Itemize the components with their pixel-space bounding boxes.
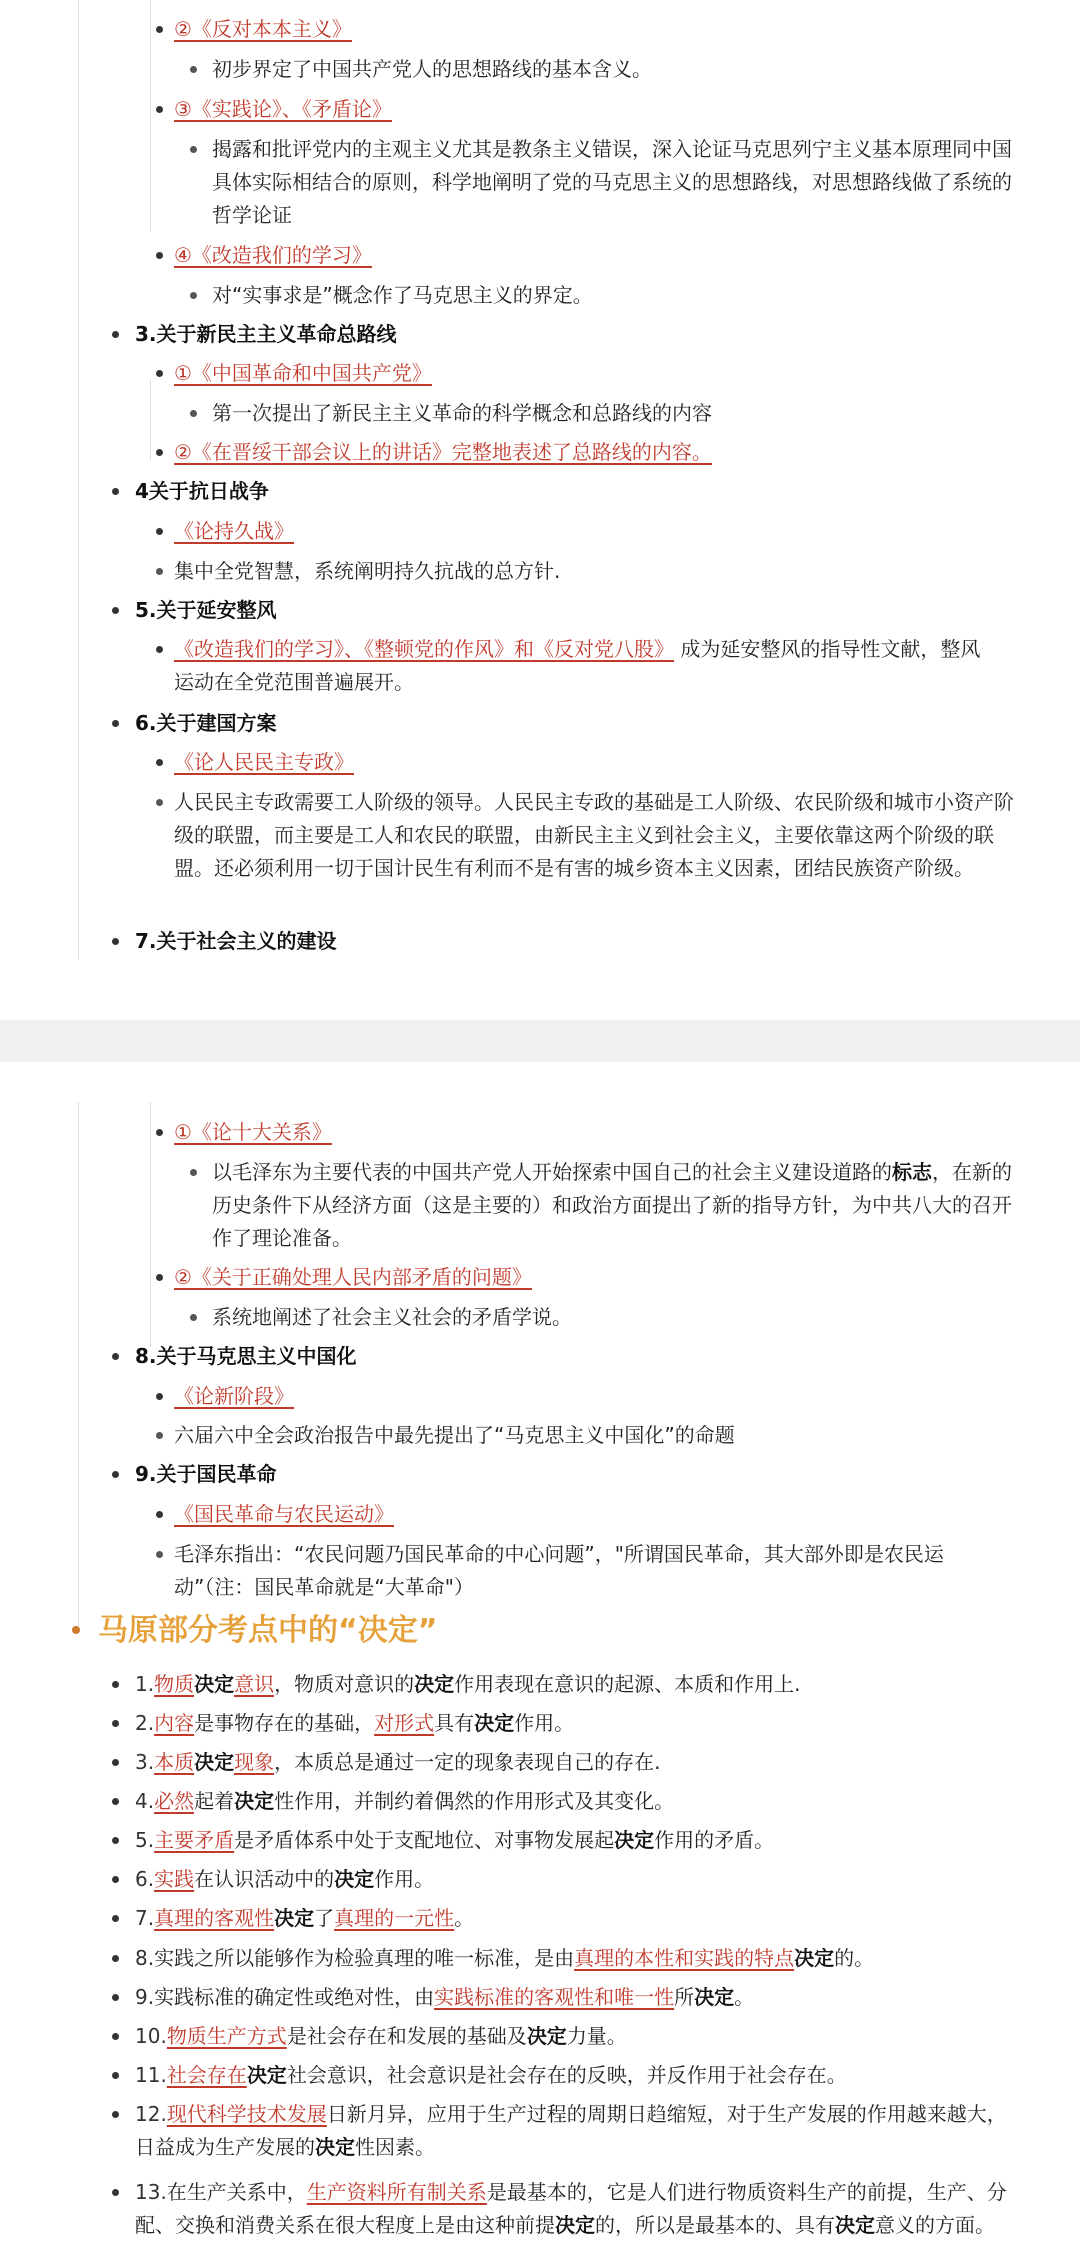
- item-text: 是社会存在和发展的基础及: [286, 2024, 527, 2048]
- page-panel-bottom: [0, 1062, 1080, 2243]
- item-number: 5.: [135, 1828, 155, 1852]
- list-bullet: [112, 1876, 119, 1883]
- list-bullet: [112, 1955, 119, 1962]
- topic-heading: 7.关于社会主义的建设: [135, 929, 337, 953]
- list-bullet: [156, 1432, 163, 1439]
- item-text: 是最基本的，它是人们进行物质资料生产的前提，生产、分配、交换和消费关系在很大程度上是由这种前提: [135, 2180, 1007, 2237]
- keyword-link[interactable]: 意识: [234, 1672, 275, 1696]
- section-title: 马原部分考点中的“决定”: [98, 1613, 438, 1648]
- outline-guide-line: [78, 1102, 79, 1627]
- bold-keyword: 决定: [334, 1867, 375, 1891]
- item-description: 对“实事求是”概念作了马克思主义的界定。: [212, 283, 593, 307]
- keyword-link[interactable]: 实践标准的客观性和唯一性: [434, 1985, 675, 2009]
- keyword-link[interactable]: 社会存在: [166, 2063, 247, 2087]
- item-number: 3.: [135, 1750, 155, 1774]
- item-text: ，本质总是通过一定的现象表现自己的存在.: [274, 1750, 661, 1774]
- item-text: 作用表现在意识的起源、本质和作用上.: [454, 1672, 801, 1696]
- decision-item: [135, 1902, 1020, 1935]
- list-bullet: [156, 26, 163, 33]
- item-text: 是事物存在的基础，: [194, 1711, 375, 1735]
- decision-item: [135, 1942, 1020, 1975]
- item-description: 人民民主专政需要工人阶级的领导。人民民主专政的基础是工人阶级、农民阶级和城市小资产阶级的联盟，而主要是工人和农民的联盟，由新民主主义到社会主义，主要依靠这两个阶级的联盟。还必须利用一切于国计民生有利而不是有害的城乡资本主义因素，团结民族资产阶级。: [174, 790, 1014, 880]
- list-bullet: [190, 146, 197, 153]
- topic-heading: 6.关于建国方案: [135, 711, 277, 735]
- list-bullet: [156, 449, 163, 456]
- list-bullet: [112, 1759, 119, 1766]
- keyword-link[interactable]: 现象: [234, 1750, 275, 1774]
- list-item: [174, 1538, 1014, 1604]
- keyword-link[interactable]: 物质: [154, 1672, 195, 1696]
- list-item: [212, 1156, 1022, 1255]
- list-bullet: [156, 1393, 163, 1400]
- bold-keyword: 决定: [274, 1906, 315, 1930]
- list-bullet: [112, 1353, 119, 1360]
- decision-item: [135, 1981, 1020, 2014]
- list-bullet: [156, 528, 163, 535]
- decision-item: [135, 2098, 1020, 2164]
- list-item: [174, 786, 1014, 885]
- decision-item: [135, 1707, 1020, 1740]
- keyword-link[interactable]: 真理的本性和实践的特点: [574, 1946, 795, 1970]
- bold-keyword: 决定: [794, 1946, 835, 1970]
- list-bullet: [190, 66, 197, 73]
- book-link[interactable]: ②《关于正确处理人民内部矛盾的问题》: [174, 1265, 532, 1289]
- list-bullet: [112, 2072, 119, 2079]
- list-item: [174, 633, 994, 699]
- list-bullet: [112, 1915, 119, 1922]
- outline-guide-line: [150, 1102, 151, 1347]
- list-bullet: [112, 720, 119, 727]
- list-item: [174, 13, 352, 46]
- book-link[interactable]: ①《中国革命和中国共产党》: [174, 361, 432, 385]
- list-bullet: [156, 106, 163, 113]
- book-link[interactable]: 《论人民民主专政》: [174, 750, 354, 774]
- decision-item: [135, 2176, 1020, 2242]
- decision-item: [135, 1824, 1020, 1857]
- book-link[interactable]: 《国民革命与农民运动》: [174, 1502, 394, 1526]
- item-text: 。: [454, 1906, 475, 1930]
- item-text: 作用。: [514, 1711, 575, 1735]
- bold-keyword: 决定: [474, 1711, 515, 1735]
- item-text: 实践之所以能够作为检验真理的唯一标准，是由: [154, 1946, 575, 1970]
- list-bullet: [112, 1994, 119, 2001]
- topic-heading: 4关于抗日战争: [135, 479, 269, 503]
- outline-guide-line: [150, 0, 151, 232]
- item-text: 具有: [434, 1711, 475, 1735]
- bold-keyword: 决定: [315, 2135, 355, 2159]
- list-bullet: [156, 1551, 163, 1558]
- item-number: 9.: [135, 1985, 155, 2009]
- item-text: 作用的矛盾。: [654, 1828, 775, 1852]
- item-text: 性因素。: [355, 2135, 435, 2159]
- item-text: 起着: [194, 1789, 235, 1813]
- keyword-link[interactable]: 必然: [154, 1789, 195, 1813]
- list-item: [174, 239, 372, 272]
- topic-heading: 9.关于国民革命: [135, 1462, 277, 1486]
- keyword-link[interactable]: 生产资料所有制关系: [306, 2180, 487, 2204]
- item-number: 2.: [135, 1711, 155, 1735]
- page-panel-top: [0, 0, 1080, 1020]
- item-number: 6.: [135, 1867, 155, 1891]
- list-item: [212, 1301, 572, 1334]
- item-description: 初步界定了中国共产党人的思想路线的基本含义。: [212, 57, 652, 81]
- item-text: 的。: [834, 1946, 875, 1970]
- item-text: 了: [314, 1906, 335, 1930]
- keyword-link[interactable]: 对形式: [374, 1711, 435, 1735]
- list-bullet: [156, 759, 163, 766]
- bold-keyword: 决定: [835, 2213, 875, 2237]
- item-text: 是矛盾体系中处于支配地位、对事物发展起: [234, 1828, 615, 1852]
- keyword-link[interactable]: 真理的一元性: [334, 1906, 455, 1930]
- list-bullet: [112, 1798, 119, 1805]
- book-link[interactable]: ②《反对本本主义》: [174, 17, 352, 41]
- decision-item: [135, 1863, 1020, 1896]
- keyword-link[interactable]: 真理的客观性: [154, 1906, 275, 1930]
- item-number: 7.: [135, 1906, 155, 1930]
- decision-item: [135, 1785, 1020, 1818]
- list-bullet: [156, 1274, 163, 1281]
- list-bullet: [112, 1720, 119, 1727]
- bold-keyword: 决定: [194, 1672, 235, 1696]
- keyword-link[interactable]: 物质生产方式: [166, 2024, 287, 2048]
- list-item: [174, 1261, 532, 1294]
- item-text: ，物质对意识的: [274, 1672, 415, 1696]
- topic-heading: 3.关于新民主主义革命总路线: [135, 322, 397, 346]
- book-link[interactable]: ②《在晋绥干部会议上的讲话》完整地表述了总路线的内容。: [174, 440, 712, 464]
- list-item: [212, 397, 712, 430]
- list-item: [174, 93, 392, 126]
- item-text: 。: [734, 1985, 755, 2009]
- bold-keyword: 决定: [614, 1828, 655, 1852]
- item-number: 1.: [135, 1672, 155, 1696]
- list-bullet: [112, 2033, 119, 2040]
- item-description: 第一次提出了新民主主义革命的科学概念和总路线的内容: [212, 401, 712, 425]
- book-link[interactable]: 《改造我们的学习》、《整顿党的作风》和《反对党八股》: [174, 637, 674, 661]
- item-text: 社会意识，社会意识是社会存在的反映，并反作用于社会存在。: [286, 2063, 847, 2087]
- bold-keyword: 决定: [694, 1985, 735, 2009]
- list-bullet: [156, 799, 163, 806]
- list-bullet: [112, 331, 119, 338]
- item-description: 六届六中全会政治报告中最先提出了“马克思主义中国化”的命题: [174, 1423, 735, 1447]
- book-link[interactable]: 《论新阶段》: [174, 1384, 294, 1408]
- list-item: [174, 1419, 735, 1452]
- item-text: 性作用，并制约着偶然的作用形式及其变化。: [274, 1789, 675, 1813]
- book-link[interactable]: ①《论十大关系》: [174, 1120, 332, 1144]
- list-bullet: [112, 2189, 119, 2196]
- item-description: 集中全党智慧，系统阐明持久抗战的总方针.: [174, 559, 561, 583]
- item-description: 以毛泽东为主要代表的中国共产党人开始探索中国自己的社会主义建设道路的: [212, 1160, 892, 1184]
- item-text: 作用。: [374, 1867, 435, 1891]
- section-bullet: [72, 1626, 80, 1634]
- bold-keyword: 决定: [414, 1672, 455, 1696]
- list-bullet: [156, 1129, 163, 1136]
- bold-keyword: 决定: [194, 1750, 235, 1774]
- item-description: 系统地阐述了社会主义社会的矛盾学说。: [212, 1305, 572, 1329]
- item-text: 日新月异，应用于生产过程的周期日趋缩短，对于生产发展的作用越来越大，日益成为生产发展的: [135, 2102, 1007, 2159]
- list-item: [212, 53, 652, 86]
- list-bullet: [156, 568, 163, 575]
- list-bullet: [112, 2111, 119, 2118]
- list-item: [174, 515, 294, 548]
- item-text: 力量。: [566, 2024, 627, 2048]
- list-bullet: [112, 607, 119, 614]
- book-link[interactable]: ④《改造我们的学习》: [174, 243, 372, 267]
- list-bullet: [156, 646, 163, 653]
- list-item: [212, 279, 593, 312]
- keyword-link[interactable]: 现代科学技术发展: [166, 2102, 327, 2126]
- list-item: [174, 357, 432, 390]
- item-number: 8.: [135, 1946, 155, 1970]
- list-bullet: [112, 1837, 119, 1844]
- item-description: 揭露和批评党内的主观主义尤其是教条主义错误，深入论证马克思列宁主义基本原理同中国具体实际相结合的原则，科学地阐明了党的马克思主义的思想路线，对思想路线做了系统的哲学论证: [212, 137, 1012, 227]
- bold-keyword: 决定: [555, 2213, 595, 2237]
- list-item: [174, 1116, 332, 1149]
- page-separator: [0, 1020, 1080, 1062]
- list-item: [174, 555, 560, 588]
- book-link[interactable]: ③《实践论》、《矛盾论》: [174, 97, 392, 121]
- keyword-link[interactable]: 内容: [154, 1711, 195, 1735]
- item-text: 在认识活动中的: [194, 1867, 335, 1891]
- list-bullet: [112, 1681, 119, 1688]
- list-bullet: [156, 370, 163, 377]
- list-bullet: [112, 1471, 119, 1478]
- item-number: 11.: [135, 2063, 167, 2087]
- decision-item: [135, 1668, 1020, 1701]
- list-bullet: [190, 1169, 197, 1176]
- bold-keyword: 决定: [234, 1789, 275, 1813]
- topic-heading: 5.关于延安整风: [135, 598, 277, 622]
- outline-guide-line: [150, 380, 151, 460]
- item-text: 在生产关系中，: [166, 2180, 307, 2204]
- keyword-link[interactable]: 实践: [154, 1867, 195, 1891]
- list-bullet: [156, 252, 163, 259]
- list-bullet: [112, 488, 119, 495]
- list-item: [174, 1498, 394, 1531]
- item-number: 10.: [135, 2024, 167, 2048]
- item-number: 4.: [135, 1789, 155, 1813]
- list-bullet: [156, 1511, 163, 1518]
- item-number: 12.: [135, 2102, 167, 2126]
- topic-heading: 8.关于马克思主义中国化: [135, 1344, 357, 1368]
- keyword-link[interactable]: 主要矛盾: [154, 1828, 235, 1852]
- decision-item: [135, 2059, 1020, 2092]
- item-text: 意义的方面。: [875, 2213, 995, 2237]
- item-description: ，在新的历史条件下从经济方面（这是主要的）和政治方面提出了新的指导方针，为中共八大的召开作了理论准备。: [212, 1160, 1012, 1250]
- bold-keyword: 标志: [892, 1160, 932, 1184]
- list-bullet: [190, 292, 197, 299]
- decision-item: [135, 2020, 1020, 2053]
- list-item: [174, 436, 712, 469]
- outline-guide-line: [78, 0, 79, 960]
- list-bullet: [112, 938, 119, 945]
- list-bullet: [190, 410, 197, 417]
- list-item: [174, 1380, 294, 1413]
- item-text: 的，所以是最基本的、具有: [595, 2213, 835, 2237]
- bold-keyword: 决定: [526, 2024, 567, 2048]
- bold-keyword: 决定: [246, 2063, 287, 2087]
- item-number: 13.: [135, 2180, 167, 2204]
- book-link[interactable]: 《论持久战》: [174, 519, 294, 543]
- item-description: 成为延安整风的指导性文献，整风运动在全党范围普遍展开。: [174, 637, 981, 694]
- decision-item: [135, 1746, 1020, 1779]
- list-item: [212, 133, 1022, 232]
- list-item: [174, 746, 354, 779]
- item-text: 所: [674, 1985, 695, 2009]
- item-text: 实践标准的确定性或绝对性，由: [154, 1985, 435, 2009]
- list-bullet: [190, 1314, 197, 1321]
- keyword-link[interactable]: 本质: [154, 1750, 195, 1774]
- item-description: 毛泽东指出：“农民问题乃国民革命的中心问题”，"所谓国民革命，其大部外即是农民运动”（注：国民革命就是“大革命"）: [174, 1542, 944, 1599]
